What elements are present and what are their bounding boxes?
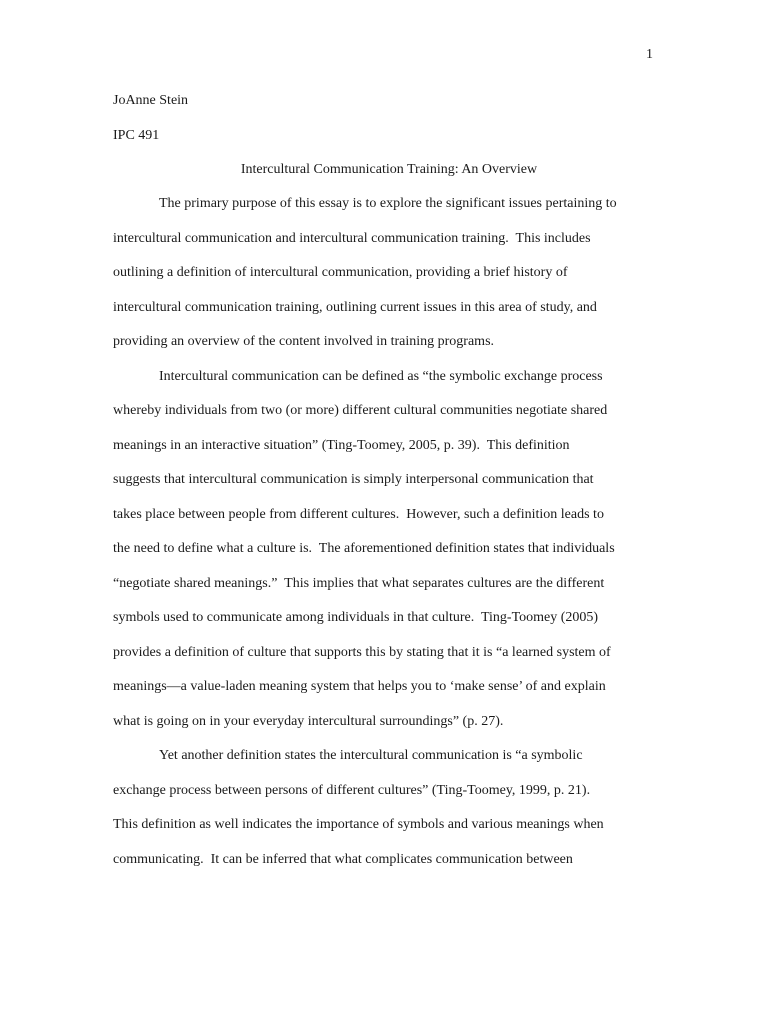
- paragraph-2-line-5: takes place between people from different cultures. However, such a definition leads to: [113, 506, 604, 522]
- paragraph-3-line-2: exchange process between persons of different cultures” (Ting-Toomey, 1999, p. 21).: [113, 782, 591, 798]
- paragraph-1-line-4: intercultural communication training, outlining current issues in this area of study, and: [113, 299, 597, 315]
- essay-body: [113, 194, 653, 884]
- paragraph-2-line-2: whereby individuals from two (or more) different cultural communities negotiate shared: [113, 403, 608, 418]
- paragraph-2-line-7: “negotiate shared meanings.” This implies that what separates cultures are the different: [113, 575, 605, 591]
- author-name: JoAnne Stein: [113, 93, 189, 108]
- paragraph-3-line-1: Yet another definition states the intercultural communication is “a symbolic: [159, 748, 583, 763]
- page-number: 1: [646, 47, 653, 62]
- paragraph-1-line-5: providing an overview of the content involved in training programs.: [113, 334, 495, 349]
- paragraph-1-line-3: outlining a definition of intercultural communication, providing a brief history of: [113, 265, 568, 280]
- paragraph-3-line-4: communicating. It can be inferred that what complicates communication between: [113, 851, 573, 867]
- paragraph-1-line-1: The primary purpose of this essay is to explore the significant issues pertaining to: [159, 196, 617, 211]
- paragraph-2-line-8: symbols used to communicate among individuals in that culture. Ting-Toomey (2005): [113, 610, 599, 625]
- paragraph-2-line-1: Intercultural communication can be defined as “the symbolic exchange process: [159, 368, 603, 384]
- essay-title: Intercultural Communication Training: An Overview: [240, 162, 538, 177]
- paragraph-2-line-9: provides a definition of culture that supports this by stating that it is “a learned system of: [113, 644, 611, 660]
- paragraph-1-line-2: intercultural communication and intercultural communication training. This includes: [113, 230, 591, 246]
- paragraph-2-line-4: suggests that intercultural communication is simply interpersonal communication that: [113, 472, 594, 487]
- paragraph-3-line-3: This definition as well indicates the importance of symbols and various meanings when: [113, 817, 604, 832]
- paragraph-2-line-10: meanings—a value-laden meaning system that helps you to ‘make sense’ of and explain: [113, 679, 606, 694]
- paragraph-2-line-11: what is going on in your everyday intercultural surroundings” (p. 27).: [113, 713, 504, 729]
- paragraph-2-line-3: meanings in an interactive situation” (Ting-Toomey, 2005, p. 39). This definition: [113, 437, 570, 453]
- course-code: IPC 491: [113, 128, 160, 143]
- paragraph-2-line-6: the need to define what a culture is. The aforementioned definition states that individuals: [113, 541, 615, 556]
